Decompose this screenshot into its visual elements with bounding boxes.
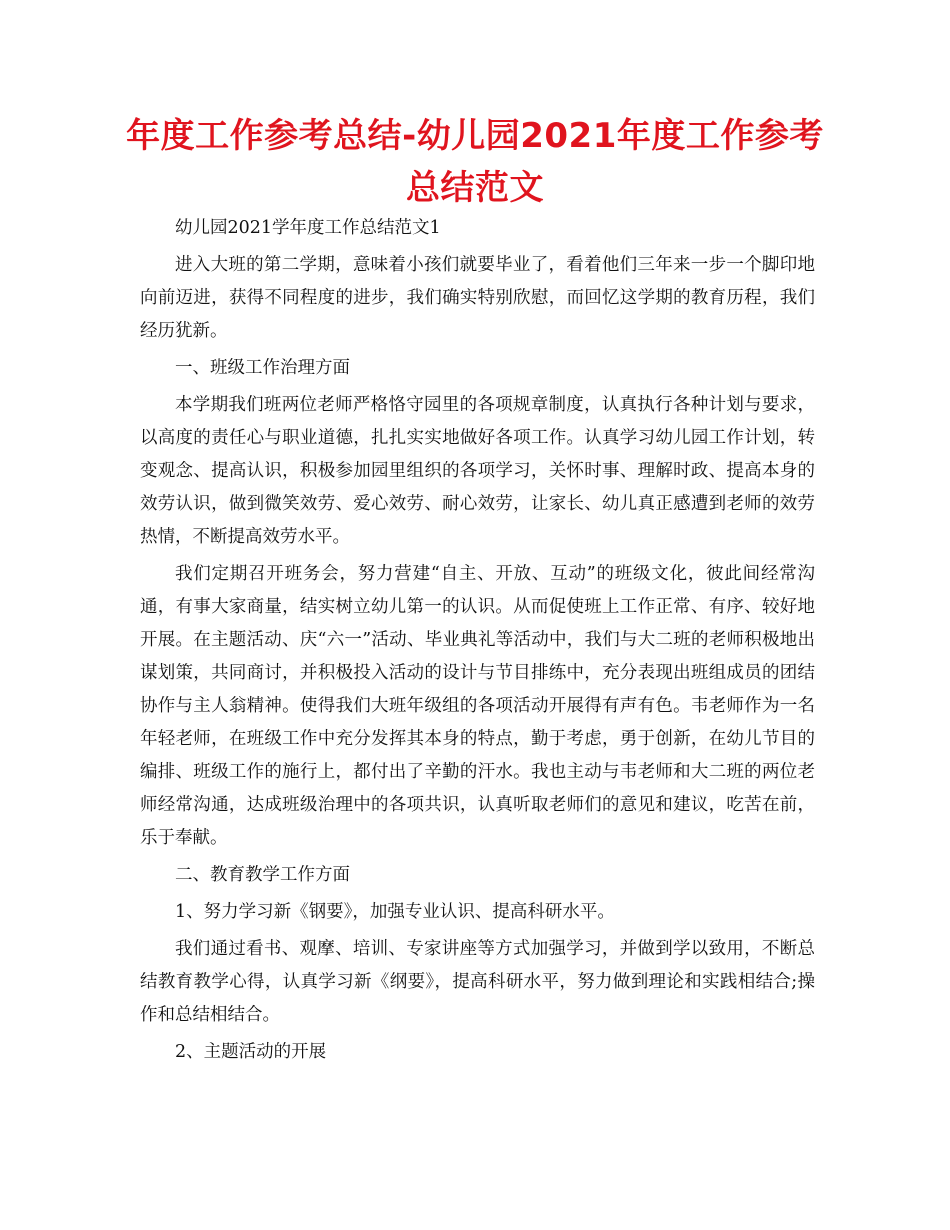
subsection-heading: 1、努力学习新《钢要》，加强专业认识、提高科研水平。 — [175, 902, 615, 922]
paragraph-subtitle: 幼儿园2021学年度工作总结范文1 — [175, 218, 441, 238]
document-body — [140, 212, 815, 1069]
subsection-heading: 2、主题活动的开展 — [175, 1042, 327, 1062]
section-heading: 二、教育教学工作方面 — [175, 865, 350, 885]
section-heading: 一、班级工作治理方面 — [175, 358, 350, 378]
paragraph: 我们定期召开班务会，努力营建“自主、开放、互动”的班级文化，彼此间经常沟通，有事大家商量，结实树立幼儿第一的认识。从而促使班上工作正常、有序、较好地开展。在主题活动、庆“六一”活动、毕业典礼等活动中，我们与大二班的老师积极地出谋划策，共同商讨，并积极投入活动的设计与节目排练中，充分表现出班组成员的团结协作与主人翁精神。使得我们大班年级组的各项活动开展得有声有色。韦老师作为一名年轻老师，在班级工作中充分发挥其本身的特点，勤于考虑，勇于创新，在幼儿节目的编排、班级工作的施行上，都付出了辛勤的汗水。我也主动与韦老师和大二班的两位老师经常沟通，达成班级治理中的各项共识，认真听取老师们的意见和建议，吃苦在前，乐于奉献。 — [140, 564, 815, 848]
document-title: 年度工作参考总结-幼儿园2021年度工作参考总结范文 — [126, 116, 824, 208]
paragraph: 进入大班的第二学期，意味着小孩们就要毕业了，看着他们三年来一步一个脚印地向前迈进，获得不同程度的进步，我们确实特别欣慰，而回忆这学期的教育历程，我们经历犹新。 — [140, 255, 815, 341]
paragraph: 本学期我们班两位老师严格恪守园里的各项规章制度，认真执行各种计划与要求，以高度的责任心与职业道德，扎扎实实地做好各项工作。认真学习幼儿园工作计划，转变观念、提高认识，积极参加园里组织的各项学习，关怀时事、理解时政、提高本身的效劳认识，做到微笑效劳、爱心效劳、耐心效劳，让家长、幼儿真正感遭到老师的效劳热情，不断提高效劳水平。 — [140, 395, 815, 547]
paragraph: 我们通过看书、观摩、培训、专家讲座等方式加强学习，并做到学以致用，不断总结教育教学心得，认真学习新《纲要》，提高科研水平，努力做到理论和实践相结合;操作和总结相结合。 — [140, 939, 815, 1025]
